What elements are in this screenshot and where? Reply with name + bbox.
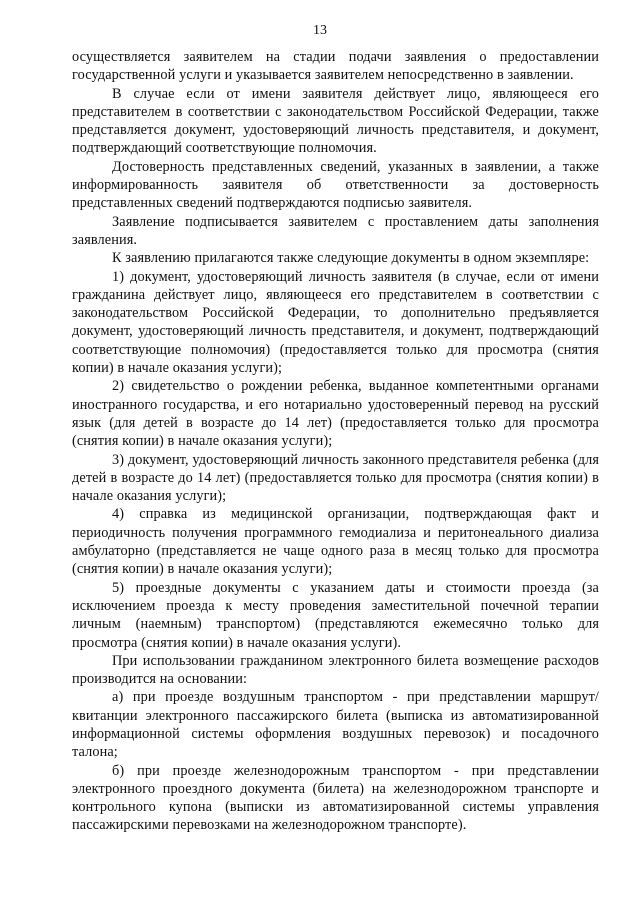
list-item-4: 4) справка из медицинской организации, подтверждающая факт и периодичность получения программного гемодиализа и перитонеального диализа амбулаторно (представляется не чаще одного раза в месяц только для просмотра (снятия копии) в начале оказания услуги); <box>72 506 599 578</box>
paragraph-representative: В случае если от имени заявителя действует лицо, являющееся его представителем в соответствии с законодательством Российской Федерации, также представляется документ, удостоверяющий личность представителя, и документ, подтверждающий соответствующие полномочия. <box>72 85 599 157</box>
paragraph-reliability: Достоверность представленных сведений, указанных в заявлении, а также информированность заявителя об ответственности за достоверность представленных сведений подтверждаются подписью заявителя. <box>72 158 599 212</box>
page-number: 13 <box>313 23 327 38</box>
list-item-3: 3) документ, удостоверяющий личность законного представителя ребенка (для детей в возрасте до 14 лет) (предоставляется только для просмотра (снятия копии) в начале оказания услуги); <box>72 451 599 505</box>
list-item-a-air: а) при проезде воздушным транспортом - при представлении маршрут/квитанции электронного пассажирского билета (выписка из автоматизированной информационной системы оформления воздушных перевозок) и посадочного талона; <box>72 689 599 761</box>
paragraph-signature: Заявление подписывается заявителем с проставлением даты заполнения заявления. <box>72 213 599 248</box>
paragraph-electronic-ticket: При использовании гражданином электронного билета возмещение расходов производится на основании: <box>72 652 599 688</box>
list-item-b-rail: б) при проезде железнодорожным транспортом - при представлении электронного проездного документа (билета) на железнодорожном транспорте и контрольного купона (выписки из автоматизированной системы управления пассажирскими перевозками на железнодорожном транспорте). <box>72 762 599 834</box>
document-body <box>72 48 599 835</box>
paragraph-attachments-intro: К заявлению прилагаются также следующие документы в одном экземпляре: <box>112 250 590 267</box>
paragraph-continuation: осуществляется заявителем на стадии подачи заявления о предоставлении государственной услуги и указывается заявителем непосредственно в заявлении. <box>72 49 599 84</box>
list-item-2: 2) свидетельство о рождении ребенка, выданное компетентными органами иностранного государства, и его нотариально удостоверенный перевод на русский язык (для детей в возрасте до 14 лет) (предоставляется только для просмотра (снятия копии) в начале оказания услуги); <box>72 378 599 450</box>
list-item-5: 5) проездные документы с указанием даты и стоимости проезда (за исключением проезда к месту проведения заместительной почечной терапии личным (наемным) транспортом) (представляются ежемесячно только для просмотра (снятия копии) в начале оказания услуги). <box>72 579 599 651</box>
list-item-1: 1) документ, удостоверяющий личность заявителя (в случае, если от имени гражданина действует лицо, являющееся его представителем в соответствии с законодательством Российской Федерации, то дополнительно предъявляется документ, удостоверяющий личность представителя, и документ, подтверждающий соответствующие полномочия) (предоставляется только для просмотра (снятия копии) в начале оказания услуги); <box>72 268 599 377</box>
